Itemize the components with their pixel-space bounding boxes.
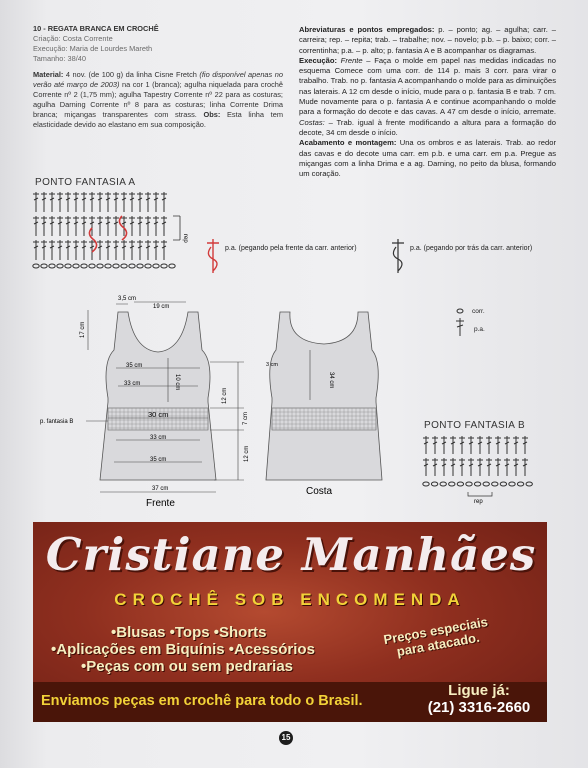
ad-call-label: Ligue já: — [448, 682, 510, 699]
chain-stitch-a — [161, 264, 167, 268]
dc-stitch-b — [468, 436, 474, 454]
chain-stitch-a — [153, 264, 159, 268]
dc-stitch-a — [97, 240, 103, 260]
dc-stitch-a — [49, 216, 55, 236]
chain-stitch-a — [105, 264, 111, 268]
dc-stitch-b — [459, 436, 465, 454]
chain-stitch-b — [474, 482, 480, 486]
dc-stitch-a — [153, 216, 159, 236]
dc-stitch-a — [161, 216, 167, 236]
dc-stitch-a — [33, 216, 39, 236]
dc-stitch-a — [81, 240, 87, 260]
finishing-paragraph — [299, 138, 556, 179]
dc-stitch-b — [513, 458, 519, 476]
finishing-label: Acabamento e montagem: — [299, 138, 397, 148]
dim-band-height: 7 cm — [243, 411, 249, 425]
dc-stitch-b — [495, 458, 501, 476]
back-text: – Trab. igual à frente modificando a altura para a formação do decote, 34 cm desde o início. — [299, 117, 556, 137]
dim-upper-height: 12 cm — [222, 387, 228, 404]
back-label: Costa — [306, 486, 333, 497]
dc-stitch-b — [432, 458, 438, 476]
chain-stitch-b — [466, 482, 472, 486]
dim-back-shoulder: 3 cm — [266, 362, 278, 368]
red-stitch-back-a2 — [119, 216, 126, 240]
pattern-title: 10 - REGATA BRANCA EM CROCHÊ — [33, 24, 159, 33]
legend-back-label: p.a. (pegando por trás da carr. anterior) — [410, 245, 533, 252]
page-number: 15 — [279, 731, 293, 745]
chain-stitch-b — [509, 482, 515, 486]
ad-brand-name: Cristiane Manhães — [45, 528, 537, 581]
material-text-b: na cor 1 (branca); agulha niquelada para crochê Corrente nº 2 (1,75 mm); agulha Tapestry Corrente nº 22 para as costuras; agulha Darning Corrente nº 8 para as costuras; linha Corrente Drima branca; miçangas transparentes com strass. — [33, 80, 283, 119]
chain-stitch-a — [73, 264, 79, 268]
dc-stitch-b — [495, 436, 501, 454]
dc-stitch-a — [113, 240, 119, 260]
chain-stitch-b — [440, 482, 446, 486]
dc-stitch-a — [41, 240, 47, 260]
front-label: Frente — [146, 498, 175, 509]
obs-text: Esta linha tem elasticidade devido ao elastano em sua composição. — [33, 110, 283, 129]
chain-stitch-a — [41, 264, 47, 268]
dc-stitch-b — [450, 436, 456, 454]
rep-bracket-b — [468, 492, 492, 496]
abbreviations-label: Abreviaturas e pontos empregados: — [299, 25, 435, 34]
dc-stitch-b — [522, 436, 528, 454]
dim-back-height: 34 cm — [328, 372, 334, 389]
chain-stitch-a — [169, 264, 175, 268]
dc-stitch-a — [137, 240, 143, 260]
chain-stitch-a — [33, 264, 39, 268]
dc-stitch-a — [161, 240, 167, 260]
chain-stitch-a — [49, 264, 55, 268]
chain-stitch-a — [97, 264, 103, 268]
finishing-text: Una os ombros e as laterais. Trab. ao redor das cavas e do decote uma carr. em p.b. e uma carr. em p.a. Pregue as miçangas com a linha Drima e a ag. Darning, no peito da blusa, formando um coração. — [299, 138, 556, 179]
dim-armhole: 17 cm — [80, 321, 86, 338]
ad-products-line1: •Blusas •Tops •Shorts — [111, 624, 267, 641]
dc-stitch-b — [450, 458, 456, 476]
dc-stitch-a — [65, 216, 71, 236]
execution-paragraph — [299, 56, 556, 138]
chain-stitch-b — [526, 482, 532, 486]
legend-dc-label: p.a. — [474, 326, 485, 333]
back-label: Costas: — [299, 117, 325, 127]
dc-stitch-a — [97, 192, 103, 212]
dc-stitch-b — [459, 458, 465, 476]
size-info: Tamanho: 38/40 — [33, 54, 87, 63]
dc-stitch-a — [121, 240, 127, 260]
dim-band-width: 30 cm — [148, 410, 169, 419]
ad-products-line3: •Peças com ou sem pedrarias — [81, 658, 294, 675]
dc-stitch-a — [129, 216, 135, 236]
dc-stitch-b — [432, 436, 438, 454]
dc-stitch-a — [73, 240, 79, 260]
dc-stitch-b — [504, 436, 510, 454]
dc-stitch-a — [57, 216, 63, 236]
dim-lower-width2: 35 cm — [150, 457, 167, 463]
legend-front-symbol — [203, 237, 223, 277]
dc-stitch-a — [129, 240, 135, 260]
dc-stitch-a — [145, 240, 151, 260]
chain-stitch-a — [129, 264, 135, 268]
dc-stitch-b — [423, 436, 429, 454]
diagram-a-title: PONTO FANTASIA A — [35, 177, 136, 188]
material-text-a: 4 nov. (de 100 g) da linha Cisne Fretch — [63, 70, 200, 79]
dc-stitch-b — [423, 458, 429, 476]
front-piece — [100, 312, 216, 480]
chain-stitch-a — [57, 264, 63, 268]
chain-stitch-b — [431, 482, 437, 486]
material-label: Material: — [33, 70, 64, 79]
dc-stitch-a — [153, 192, 159, 212]
dim-neck: 19 cm — [153, 304, 170, 310]
ad-subtitle: CROCHÊ SOB ENCOMENDA — [114, 590, 466, 609]
dc-stitch-a — [41, 192, 47, 212]
dc-stitch-a — [73, 192, 79, 212]
obs-label: Obs: — [203, 110, 221, 119]
legend-front-label: p.a. (pegando pela frente da carr. anterior) — [225, 245, 357, 252]
dc-stitch-b — [522, 458, 528, 476]
front-label: Frente — [337, 55, 363, 65]
dc-stitch-a — [57, 192, 63, 212]
stitch-diagram-a — [30, 188, 200, 272]
material-note: (fio disponível apenas no verão até março de 2003) — [33, 70, 283, 89]
dim-lower-width1: 33 cm — [150, 435, 167, 441]
stitch-diagram-b — [420, 432, 550, 506]
dc-stitch-a — [105, 240, 111, 260]
dim-hem-width: 37 cm — [152, 486, 169, 492]
legend-back-symbol — [390, 237, 406, 277]
chain-stitch-a — [81, 264, 87, 268]
diagram-b-rep-label: rep — [474, 499, 483, 505]
chain-stitch-a — [89, 264, 95, 268]
legend-chain-label: corr. — [472, 308, 485, 315]
dc-stitch-a — [33, 240, 39, 260]
diagram-b-title: PONTO FANTASIA B — [424, 420, 526, 431]
pattern-header — [33, 24, 283, 130]
chain-stitch-a — [113, 264, 119, 268]
dc-stitch-a — [89, 192, 95, 212]
dc-stitch-a — [113, 216, 119, 236]
ad-products-line2: •Aplicações em Biquínis •Acessórios — [51, 641, 315, 658]
garment-schematic — [30, 290, 430, 510]
chain-stitch-b — [492, 482, 498, 486]
dc-stitch-a — [49, 240, 55, 260]
dc-stitch-a — [129, 192, 135, 212]
diagram-a-rep-label: rep — [182, 234, 188, 243]
chain-stitch-b — [517, 482, 523, 486]
dc-stitch-a — [49, 192, 55, 212]
chain-stitch-b — [500, 482, 506, 486]
dc-stitch-b — [441, 436, 447, 454]
dc-stitch-b — [504, 458, 510, 476]
ad-wholesale-prices: Preços especiais para atacado. — [382, 614, 489, 660]
dc-stitch-b — [477, 458, 483, 476]
materials-paragraph — [33, 70, 283, 130]
abbreviations-paragraph — [299, 25, 556, 56]
legend-chain-dc-symbols — [453, 306, 467, 338]
dc-stitch-a — [57, 240, 63, 260]
chain-stitch-b — [483, 482, 489, 486]
dim-shoulder: 3,5 cm — [118, 296, 137, 302]
dc-stitch-a — [153, 240, 159, 260]
ad-phone-number: (21) 3316-2660 — [427, 699, 531, 716]
dc-stitch-b — [468, 458, 474, 476]
dc-stitch-b — [477, 436, 483, 454]
dim-upper-width2: 33 cm — [124, 381, 141, 387]
dc-stitch-a — [81, 192, 87, 212]
advertisement-banner — [33, 522, 547, 722]
dc-stitch-a — [113, 192, 119, 212]
dim-upper-width-front: 35 cm — [126, 363, 143, 369]
dc-stitch-b — [486, 436, 492, 454]
dc-stitch-a — [137, 192, 143, 212]
chain-stitch-b — [449, 482, 455, 486]
dc-stitch-a — [121, 192, 127, 212]
ad-shipping-text: Enviamos peças em crochê para todo o Brasil. — [41, 693, 363, 709]
rep-bracket — [173, 216, 180, 240]
dc-stitch-a — [145, 192, 151, 212]
chain-stitch-b — [423, 482, 429, 486]
instructions-column — [299, 25, 556, 179]
dc-stitch-a — [81, 216, 87, 236]
chain-stitch-a — [145, 264, 151, 268]
chain-stitch-a — [65, 264, 71, 268]
dc-stitch-a — [145, 216, 151, 236]
dc-stitch-a — [105, 216, 111, 236]
dc-stitch-a — [33, 192, 39, 212]
dc-stitch-a — [41, 216, 47, 236]
execution-text: – Faça o molde em papel nas medidas indicadas no esquema Comece com uma corr. de 114 p. mais 3 corr. para virar o trabalho. Trab. no p. fantasia A acompanhando o molde para as diminuições nas laterais. A 12 cm desde o início, mude para o p. fantasia B e trab. 7 cm. Mude novamente para o p. fantasia A e continue acompanhando o molde para a formação do decote e das cavas. A 47 cm desde o início, arremate. — [299, 55, 556, 117]
dc-stitch-b — [441, 458, 447, 476]
dc-stitch-a — [73, 216, 79, 236]
dc-stitch-a — [161, 192, 167, 212]
red-stitch-front-a1 — [89, 228, 96, 252]
dc-stitch-a — [65, 192, 71, 212]
dim-panel-height: 10 cm — [174, 374, 180, 391]
abbreviations-text: p. – ponto; ag. – agulha; carr. – carreira; rep. – repita; trab. – trabalhe; nov. – novelo; p.b. – p. baixo; corr. – correntinha; p.a. – p. alto; p. fantasia A e B acompanhar os diagramas. — [299, 25, 556, 55]
dc-stitch-a — [105, 192, 111, 212]
dc-stitch-a — [137, 216, 143, 236]
dc-stitch-b — [513, 436, 519, 454]
dc-stitch-b — [486, 458, 492, 476]
chain-stitch-b — [457, 482, 463, 486]
chain-stitch-a — [121, 264, 127, 268]
back-piece — [266, 312, 382, 480]
chain-stitch-a — [137, 264, 143, 268]
dc-stitch-a — [97, 216, 103, 236]
execution-credit: Execução: Maria de Lourdes Mareth — [33, 44, 153, 53]
execution-label: Execução: — [299, 55, 337, 65]
creation-credit: Criação: Costa Corrente — [33, 34, 113, 43]
dim-lower-height: 12 cm — [244, 445, 250, 462]
fantasia-b-pointer-label: p. fantasia B — [40, 419, 74, 425]
dc-stitch-a — [65, 240, 71, 260]
